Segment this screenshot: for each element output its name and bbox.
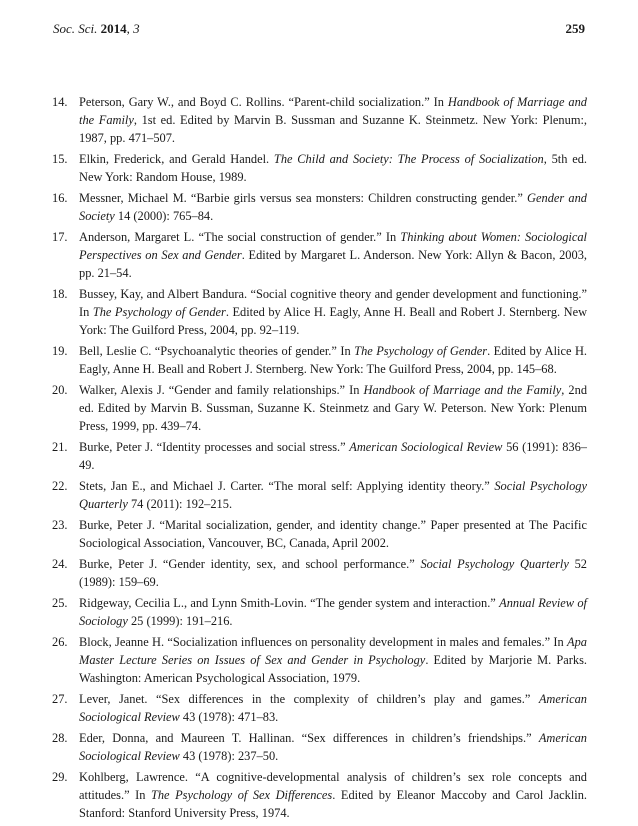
reference-number: 17.	[52, 229, 68, 244]
reference-text: Stets, Jan E., and Michael J. Carter. “The moral self: Applying identity theory.”	[79, 479, 495, 494]
reference-number: 28.	[52, 730, 68, 745]
reference-entry	[52, 690, 587, 726]
reference-text: Anderson, Margaret L. “The social construction of gender.” In	[79, 229, 401, 244]
reference-entry	[52, 438, 587, 474]
reference-number: 15.	[52, 152, 68, 167]
journal-abbrev: Soc. Sci.	[53, 21, 98, 36]
reference-text: 43 (1978): 471–83.	[179, 710, 279, 724]
reference-title: Social Psychology Quarterly	[79, 479, 587, 512]
reference-text: . Edited by Margaret L. Anderson. New York: Allyn & Bacon, 2003, pp. 21–54.	[79, 248, 587, 281]
reference-title: The Psychology of Sex Differences	[150, 787, 333, 802]
reference-entry	[52, 150, 587, 186]
reference-entry	[52, 381, 587, 436]
reference-entry	[52, 342, 587, 378]
reference-title: Thinking about Women: Sociological Perspectives on Sex and Gender	[79, 229, 587, 263]
reference-text: 43 (1978): 237–50.	[179, 748, 279, 763]
reference-text: Peterson, Gary W., and Boyd C. Rollins. “Parent-child socialization.” In	[79, 95, 448, 109]
reference-text: Burke, Peter J. “Gender identity, sex, and school performance.”	[79, 556, 421, 571]
reference-title: The Child and Society: The Process of Socialization	[273, 152, 544, 167]
reference-entry	[52, 729, 587, 765]
reference-text: Kohlberg, Lawrence. “A cognitive-developmental analysis of children’s sex role concepts and attitudes.” In	[79, 769, 587, 802]
reference-text: Burke, Peter J. “Identity processes and social stress.”	[79, 440, 350, 455]
reference-text: Walker, Alexis J. “Gender and family relationships.” In	[79, 383, 364, 398]
journal-citation: Soc. Sci. 2014, 3	[53, 21, 140, 36]
reference-number: 20.	[52, 383, 68, 398]
reference-entry	[52, 477, 587, 513]
reference-number: 29.	[52, 769, 68, 784]
journal-volume: 3	[133, 21, 140, 36]
reference-number: 14.	[52, 95, 68, 109]
reference-text: . Edited by Eleanor Maccoby and Carol Jacklin. Stanford: Stanford University Press, 1974.	[79, 787, 587, 821]
reference-text: Lever, Janet. “Sex differences in the complexity of children’s play and games.”	[79, 691, 539, 706]
reference-entry	[52, 516, 587, 552]
reference-entry	[52, 768, 587, 823]
reference-title: American Sociological Review	[79, 691, 587, 724]
reference-title: Annual Review of Sociology	[79, 595, 587, 628]
reference-number: 19.	[52, 344, 68, 359]
reference-text: Elkin, Frederick, and Gerald Handel.	[79, 152, 274, 167]
reference-title: Social Psychology Quarterly	[420, 556, 569, 571]
reference-text: Eder, Donna, and Maureen T. Hallinan. “Sex differences in children’s friendships.”	[79, 730, 539, 745]
reference-number: 21.	[52, 440, 68, 455]
reference-text: Messner, Michael M. “Barbie girls versus sea monsters: Children constructing gender.”	[79, 191, 528, 206]
page-number: 259	[565, 21, 585, 36]
reference-title: Handbook of Marriage and the Family	[79, 95, 587, 128]
running-header	[53, 21, 585, 41]
reference-text: , 2nd ed. Edited by Marvin B. Sussman, Suzanne K. Steinmetz and Gary W. Peterson. New York: Plenum Press, 1999, pp. 439–74.	[79, 383, 588, 434]
reference-title: Apa Master Lecture Series on Issues of Sex and Gender in Psychology	[79, 634, 587, 667]
reference-text: . Edited by Marjorie M. Parks. Washington: American Psychological Association, 1979.	[79, 652, 587, 686]
reference-entry	[52, 93, 587, 148]
reference-text: Block, Jeanne H. “Socialization influences on personality development in males and females.” In	[79, 634, 568, 649]
reference-number: 26.	[52, 634, 68, 649]
reference-text: , 1st ed. Edited by Marvin B. Sussman and Suzanne K. Steinmetz. New York: Plenum:, 1987, pp. 471–507.	[79, 113, 587, 146]
reference-title: American Sociological Review	[79, 730, 587, 763]
reference-text: , 5th ed. New York: Random House, 1989.	[79, 152, 588, 185]
reference-text: 25 (1999): 191–216.	[127, 613, 233, 628]
reference-text: 14 (2000): 765–84.	[114, 209, 214, 224]
reference-title: Handbook of Marriage and the Family	[363, 383, 562, 398]
reference-title: American Sociological Review	[349, 440, 503, 455]
reference-entry	[52, 594, 587, 630]
reference-text: Burke, Peter J. “Marital socialization, gender, and identity change.” Paper presented at The Pacific Sociological Association, Vancouver, BC, Canada, April 2002.	[79, 517, 587, 551]
reference-entry	[52, 228, 587, 283]
reference-title: The Psychology of Gender	[92, 305, 226, 320]
reference-number: 27.	[52, 691, 68, 706]
reference-list	[52, 93, 587, 825]
reference-text: 56 (1991): 836–49.	[79, 440, 587, 473]
reference-text: Bussey, Kay, and Albert Bandura. “Social cognitive theory and gender development and functioning.” In	[79, 287, 587, 320]
journal-year: 2014	[100, 21, 127, 36]
reference-number: 22.	[52, 479, 68, 494]
reference-entry	[52, 633, 587, 688]
reference-number: 24.	[52, 556, 68, 571]
reference-text: . Edited by Alice H. Eagly, Anne H. Beall and Robert J. Sternberg. New York: The Guilford Press, 2004, pp. 92–119.	[79, 305, 588, 338]
reference-text: Ridgeway, Cecilia L., and Lynn Smith-Lovin. “The gender system and interaction.”	[79, 595, 500, 610]
reference-number: 23.	[52, 517, 68, 532]
reference-number: 16.	[52, 191, 68, 206]
reference-number: 25.	[52, 595, 68, 610]
reference-entry	[52, 189, 587, 225]
reference-entry	[52, 285, 587, 340]
reference-text: Bell, Leslie C. “Psychoanalytic theories of gender.” In	[79, 344, 355, 359]
reference-title: Gender and Society	[79, 191, 588, 224]
reference-number: 18.	[52, 287, 68, 302]
reference-text: . Edited by Alice H. Eagly, Anne H. Beall and Robert J. Sternberg. New York: The Guilford Press, 2004, pp. 145–68.	[79, 344, 588, 377]
reference-text: 52 (1989): 159–69.	[79, 556, 587, 590]
reference-title: The Psychology of Gender	[354, 344, 488, 359]
reference-entry	[52, 555, 587, 591]
reference-text: 74 (2011): 192–215.	[127, 497, 233, 512]
